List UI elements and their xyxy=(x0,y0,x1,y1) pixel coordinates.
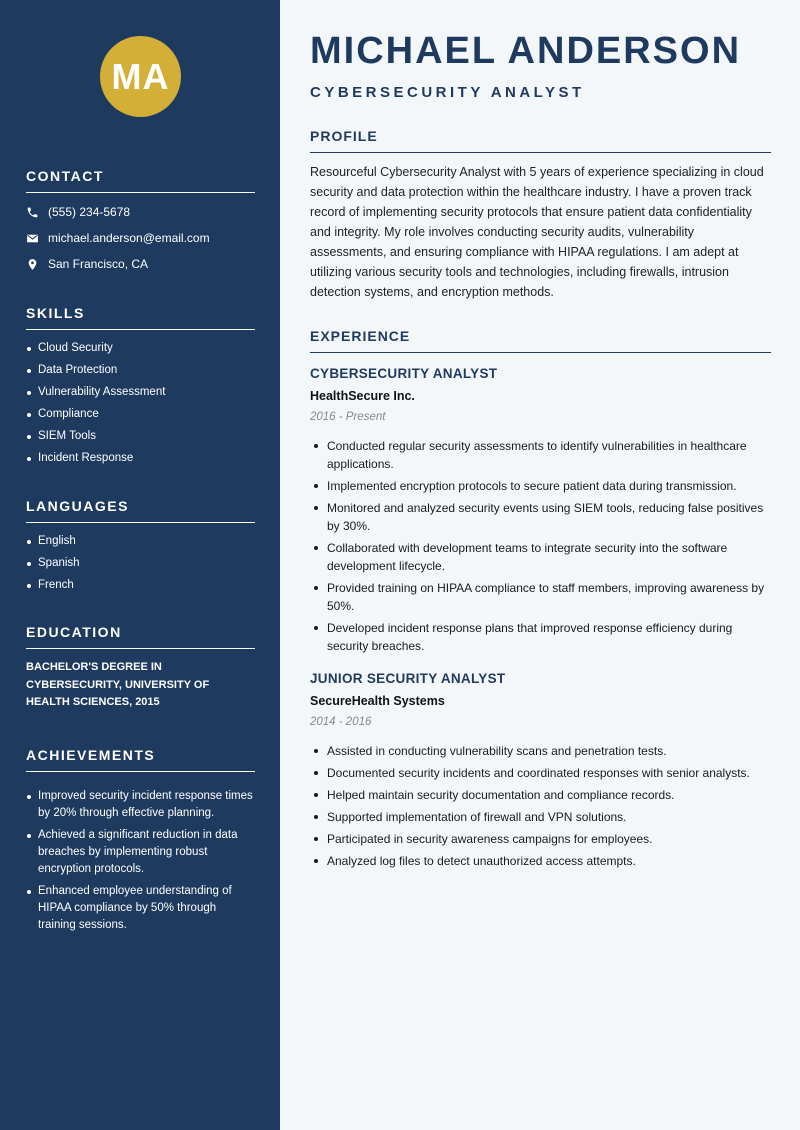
skill-item: Data Protection xyxy=(26,362,255,379)
achievements-heading: ACHIEVEMENTS xyxy=(26,747,255,772)
education-text: BACHELOR'S DEGREE IN CYBERSECURITY, UNIVERSITY OF HEALTH SCIENCES, 2015 xyxy=(26,661,210,708)
languages-list xyxy=(26,533,255,594)
sidebar xyxy=(0,0,280,1130)
education-heading: EDUCATION xyxy=(26,624,255,649)
job-bullet: Helped maintain security documentation and compliance records. xyxy=(310,786,771,804)
job-entry xyxy=(310,671,771,874)
job-bullet: Analyzed log files to detect unauthorized access attempts. xyxy=(310,852,771,870)
job-bullet: Provided training on HIPAA compliance to staff members, improving awareness by 50%. xyxy=(310,579,771,615)
job-bullet: Participated in security awareness campaigns for employees. xyxy=(310,830,771,848)
achievements-section xyxy=(26,747,255,939)
languages-section xyxy=(26,498,255,599)
job-bullet: Assisted in conducting vulnerability scans and penetration tests. xyxy=(310,742,771,760)
phone-icon xyxy=(26,206,39,219)
job-title: JUNIOR SECURITY ANALYST xyxy=(310,671,506,686)
language-item: Spanish xyxy=(26,555,255,572)
job-bullets xyxy=(310,742,771,870)
email-icon xyxy=(26,232,39,245)
main-content xyxy=(280,0,800,1130)
job-bullet: Monitored and analyzed security events using SIEM tools, reducing false positives by 30%. xyxy=(310,499,771,535)
job-bullet: Developed incident response plans that improved response efficiency during security breaches. xyxy=(310,619,771,655)
avatar: MA xyxy=(100,36,181,117)
company-name: SecureHealth Systems xyxy=(310,694,445,708)
candidate-title: CYBERSECURITY ANALYST xyxy=(310,84,585,101)
profile-heading: PROFILE xyxy=(310,128,771,153)
achievement-item: Achieved a significant reduction in data breaches by implementing robust encryption protocols. xyxy=(26,827,255,878)
candidate-name: MICHAEL ANDERSON xyxy=(310,30,742,72)
job-bullets xyxy=(310,437,771,655)
skill-item: Incident Response xyxy=(26,450,255,467)
skills-list xyxy=(26,340,255,467)
contact-heading: CONTACT xyxy=(26,168,255,193)
job-bullet: Documented security incidents and coordinated responses with senior analysts. xyxy=(310,764,771,782)
location-pin-icon xyxy=(26,258,39,271)
experience-heading: EXPERIENCE xyxy=(310,328,771,353)
company-name: HealthSecure Inc. xyxy=(310,389,415,403)
language-item: French xyxy=(26,577,255,594)
skill-item: SIEM Tools xyxy=(26,428,255,445)
skills-section xyxy=(26,305,255,472)
location-text: San Francisco, CA xyxy=(48,257,149,271)
email-text: michael.anderson@email.com xyxy=(48,231,210,245)
skills-heading: SKILLS xyxy=(26,305,255,330)
job-bullet: Collaborated with development teams to integrate security into the software development lifecycle. xyxy=(310,539,771,575)
job-entry xyxy=(310,366,771,659)
job-bullet: Conducted regular security assessments to identify vulnerabilities in healthcare applications. xyxy=(310,437,771,473)
job-dates: 2016 - Present xyxy=(310,411,386,423)
job-bullet: Supported implementation of firewall and VPN solutions. xyxy=(310,808,771,826)
job-bullet: Implemented encryption protocols to secure patient data during transmission. xyxy=(310,477,771,495)
languages-heading: LANGUAGES xyxy=(26,498,255,523)
achievement-item: Enhanced employee understanding of HIPAA compliance by 50% through training sessions. xyxy=(26,883,255,934)
phone-text: (555) 234-5678 xyxy=(48,205,131,219)
contact-location xyxy=(26,251,255,277)
job-title: CYBERSECURITY ANALYST xyxy=(310,366,498,381)
achievements-list xyxy=(26,788,255,934)
skill-item: Vulnerability Assessment xyxy=(26,384,255,401)
skill-item: Compliance xyxy=(26,406,255,423)
contact-section xyxy=(26,168,255,277)
language-item: English xyxy=(26,533,255,550)
skill-item: Cloud Security xyxy=(26,340,255,357)
contact-email xyxy=(26,225,255,251)
education-section xyxy=(26,624,255,712)
contact-phone xyxy=(26,199,255,225)
achievement-item: Improved security incident response times by 20% through effective planning. xyxy=(26,788,255,822)
job-dates: 2014 - 2016 xyxy=(310,716,372,728)
profile-text: Resourceful Cybersecurity Analyst with 5 years of experience specializing in cloud security and data protection within the healthcare industry. I have a proven track record of implementing security protocols that ensure patient data confidentiality and integrity. My role involves conducting security audits, vulnerability assessments, and ensuring compliance with HIPAA regulations. I am adept at utilizing various security tools and technologies, including firewalls, intrusion detection systems, and encryption methods. xyxy=(310,165,764,299)
